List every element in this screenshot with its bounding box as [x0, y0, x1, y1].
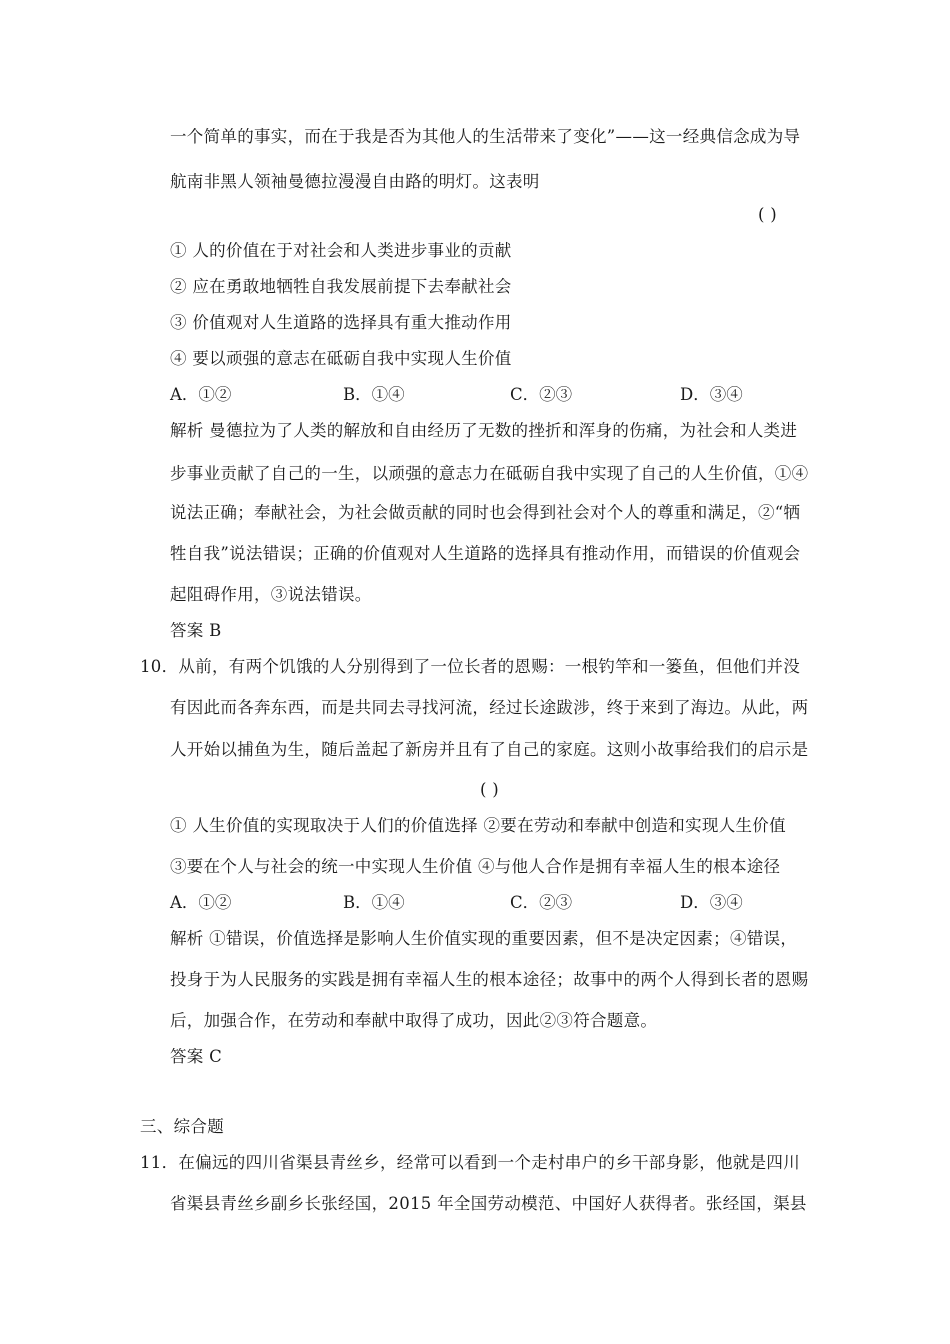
- q10-stem-line-3: 人开始以捕鱼为生，随后盖起了新房并且有了自己的家庭。这则小故事给我们的启示是: [170, 740, 809, 759]
- q10-stem-line-1: 10．从前，有两个饥饿的人分别得到了一位长者的恩赐：一根钓竿和一篓鱼，但他们并没: [140, 657, 800, 676]
- q9-analysis-line-2: 步事业贡献了自己的一生，以顽强的意志力在砥砺自我中实现了自己的人生价值，①④: [170, 464, 809, 483]
- q10-option-a: A．①②: [170, 893, 232, 912]
- q10-option-c: C．②③: [510, 893, 573, 912]
- q11-stem-line-1: 11．在偏远的四川省渠县青丝乡，经常可以看到一个走村串户的乡干部身影，他就是四川: [140, 1153, 800, 1172]
- q10-analysis-line-3: 后，加强合作，在劳动和奉献中取得了成功，因此②③符合题意。: [170, 1011, 658, 1030]
- q9-analysis-line-4: 牲自我”说法错误；正确的价值观对人生道路的选择具有推动作用，而错误的价值观会: [170, 544, 801, 563]
- q9-stem-line-2: 航南非黑人领袖曼德拉漫漫自由路的明灯。这表明: [170, 172, 540, 191]
- q10-stem-line-2: 有因此而各奔东西，而是共同去寻找河流，经过长途跋涉，终于来到了海边。从此，两: [170, 698, 809, 717]
- q9-option-b: B．①④: [343, 385, 405, 404]
- q10-analysis-line-2: 投身于为人民服务的实践是拥有幸福人生的根本途径；故事中的两个人得到长者的恩赐: [170, 970, 809, 989]
- q10-analysis-line-1: 解析 ①错误，价值选择是影响人生价值实现的重要因素，但不是决定因素；④错误，: [170, 929, 798, 948]
- q9-answer: 答案 B: [170, 621, 222, 640]
- q9-statement-3: ③ 价值观对人生道路的选择具有重大推动作用: [170, 313, 512, 332]
- q9-option-d: D．③④: [680, 385, 743, 404]
- q10-option-d: D．③④: [680, 893, 743, 912]
- q9-statement-2: ② 应在勇敢地牺牲自我发展前提下去奉献社会: [170, 277, 512, 296]
- q9-stem-line-1: 一个简单的事实，而在于我是否为其他人的生活带来了变化”——这一经典信念成为导: [170, 127, 801, 146]
- q9-analysis-line-1: 解析 曼德拉为了人类的解放和自由经历了无数的挫折和浑身的伤痛，为社会和人类进: [170, 421, 798, 440]
- q9-statement-1: ① 人的价值在于对社会和人类进步事业的贡献: [170, 241, 512, 260]
- q9-option-a: A．①②: [170, 385, 232, 404]
- q9-analysis-line-3: 说法正确；奉献社会，为社会做贡献的同时也会得到社会对个人的尊重和满足，②“牺: [170, 503, 801, 522]
- q10-answer: 答案 C: [170, 1047, 223, 1066]
- q9-statement-4: ④ 要以顽强的意志在砥砺自我中实现人生价值: [170, 349, 512, 368]
- q9-answer-blank: ( ): [758, 205, 778, 224]
- q9-analysis-line-5: 起阻碍作用，③说法错误。: [170, 585, 372, 604]
- section-3-title: 三、综合题: [140, 1117, 224, 1136]
- q10-statements-line-2: ③要在个人与社会的统一中实现人生价值 ④与他人合作是拥有幸福人生的根本途径: [170, 857, 781, 876]
- q10-statements-line-1: ① 人生价值的实现取决于人们的价值选择 ②要在劳动和奉献中创造和实现人生价值: [170, 816, 786, 835]
- q11-stem-line-2: 省渠县青丝乡副乡长张经国，2015 年全国劳动模范、中国好人获得者。张经国，渠县: [170, 1194, 807, 1213]
- q9-option-c: C．②③: [510, 385, 573, 404]
- q10-answer-blank: ( ): [480, 780, 500, 799]
- q10-option-b: B．①④: [343, 893, 405, 912]
